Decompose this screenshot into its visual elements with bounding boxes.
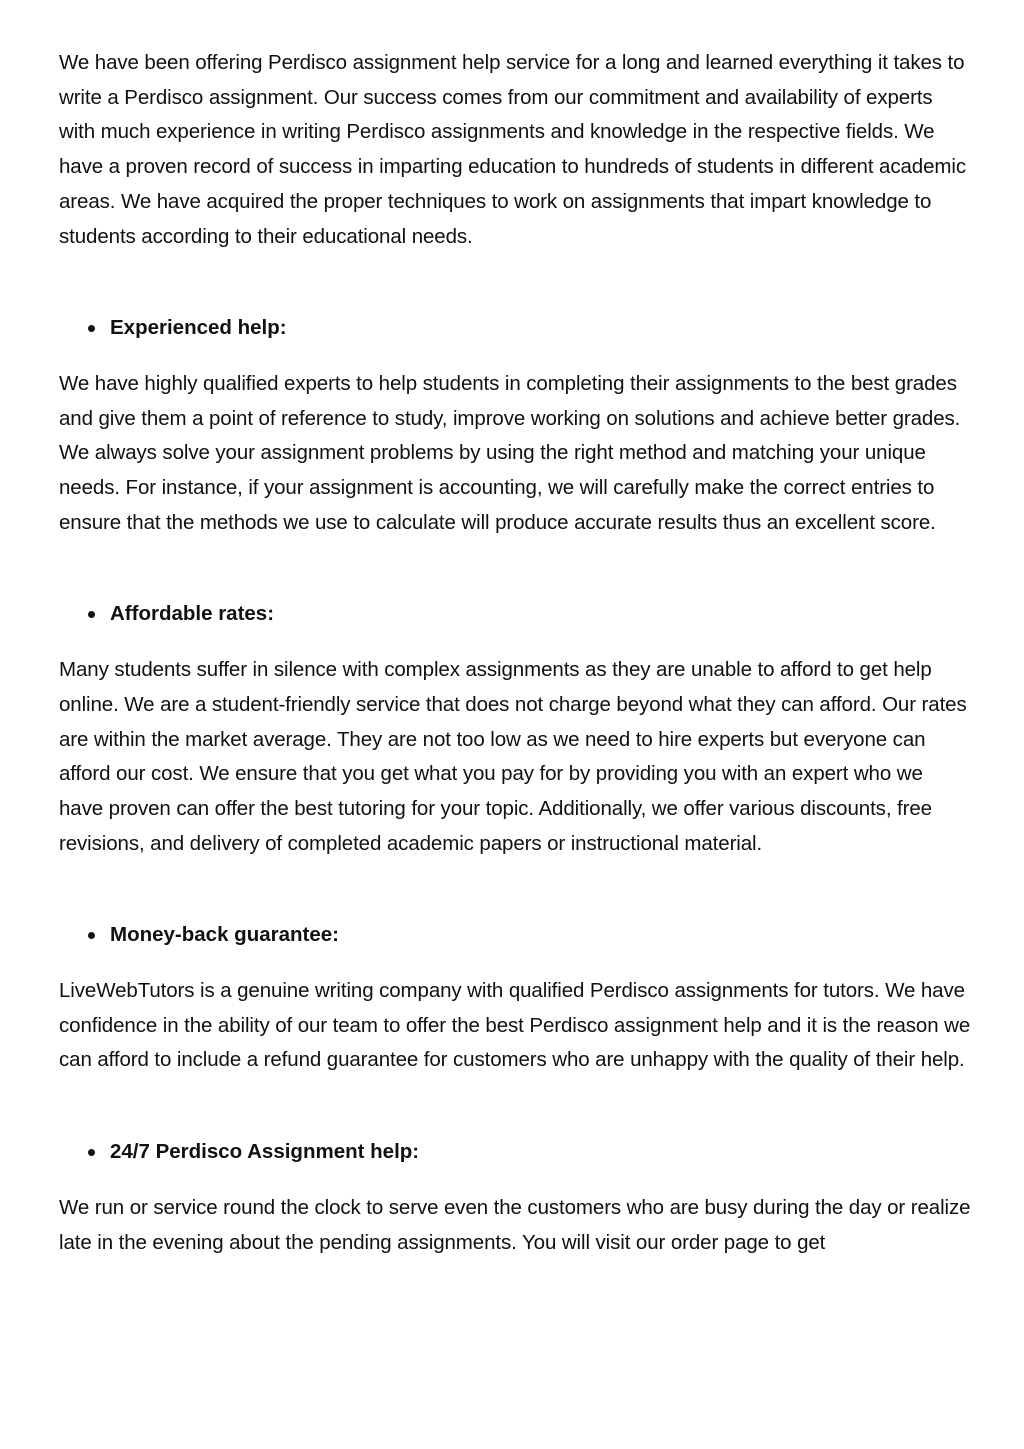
- intro-paragraph: We have been offering Perdisco assignment help service for a long and learned everything it takes to write a Perdisco assignment. Our success comes from our commitment and availability of experts with much experience in writing Perdisco assignments and knowledge in the respective fields. We have a proven record of success in imparting education to hundreds of students in different academic areas. We have acquired the proper techniques to work on assignments that impart knowledge to students according to their educational needs.: [59, 51, 966, 248]
- section-heading-money-back-guarantee: [59, 918, 971, 953]
- section-heading-text: Affordable rates:: [110, 602, 275, 626]
- document-page: [59, 46, 971, 1260]
- section-heading-24-7-help: [59, 1135, 971, 1170]
- section-heading-text: Money-back guarantee:: [110, 923, 339, 947]
- bullet-list-affordable: [59, 597, 971, 632]
- section-heading-text: Experienced help:: [110, 316, 287, 340]
- section-body-affordable-rates: Many students suffer in silence with complex assignments as they are unable to afford to get help online. We are a student-friendly service that does not charge beyond what they can afford. Our rates are within the market average. They are not too low as we need to hire experts but everyone can afford our cost. We ensure that you get what you pay for by providing you with an expert who we have proven can offer the best tutoring for your topic. Additionally, we offer various discounts, free revisions, and delivery of completed academic papers or instructional material.: [59, 658, 967, 855]
- section-heading-affordable-rates: [59, 597, 971, 632]
- section-body-experienced-help: We have highly qualified experts to help students in completing their assignments to the best grades and give them a point of reference to study, improve working on solutions and achieve better grades. We always solve your assignment problems by using the right method and matching your unique needs. For instance, if your assignment is accounting, we will carefully make the correct entries to ensure that the methods we use to calculate will produce accurate results thus an excellent score.: [59, 371, 961, 534]
- bullet-icon: [88, 1149, 95, 1156]
- section-body-24-7-help: We run or service round the clock to serve even the customers who are busy during the day or realize late in the evening about the pending assignments. You will visit our order page to get: [59, 1195, 971, 1254]
- section-heading-text: 24/7 Perdisco Assignment help:: [110, 1140, 420, 1164]
- bullet-icon: [88, 932, 95, 939]
- section-body-money-back-guarantee: LiveWebTutors is a genuine writing company with qualified Perdisco assignments for tutors. We have confidence in the ability of our team to offer the best Perdisco assignment help and it is the reason we can afford to include a refund guarantee for customers who are unhappy with the quality of their help.: [59, 979, 971, 1072]
- bullet-list-money-back: [59, 918, 971, 953]
- bullet-list-24-7: [59, 1135, 971, 1170]
- bullet-list-experienced: [59, 311, 971, 346]
- bullet-icon: [88, 325, 95, 332]
- section-heading-experienced-help: [59, 311, 971, 346]
- bullet-icon: [88, 611, 95, 618]
